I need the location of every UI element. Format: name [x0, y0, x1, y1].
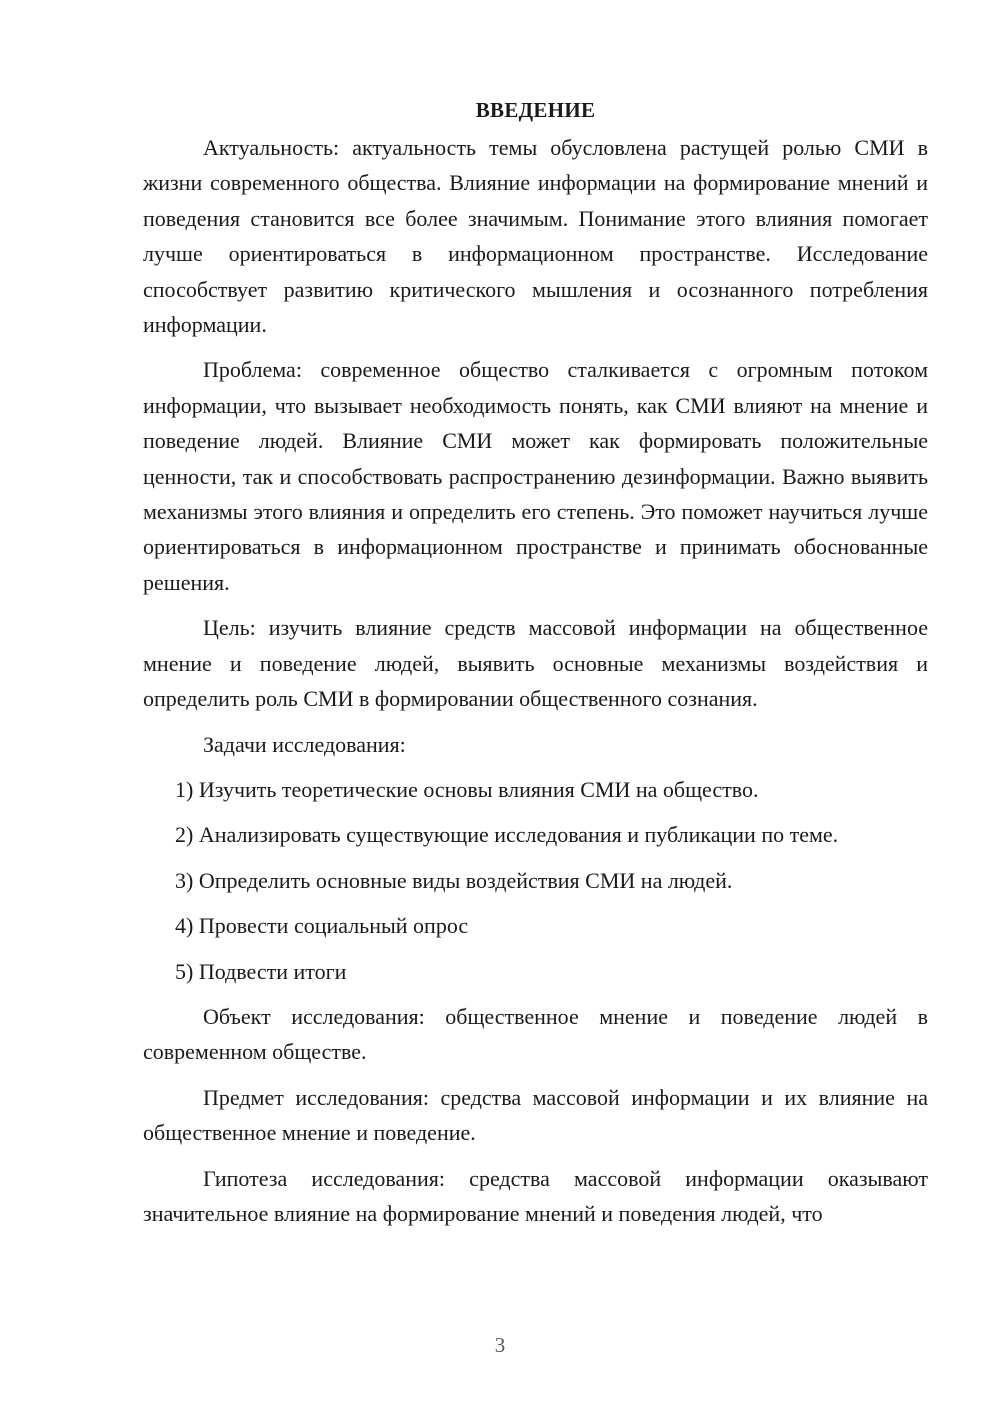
list-item: 2) Анализировать существующие исследования и публикации по теме.	[175, 822, 839, 848]
page-title: ВВЕДЕНИЕ	[475, 98, 596, 122]
list-item: 5) Подвести итоги	[175, 958, 347, 984]
paragraph-problem: Проблема: современное общество сталкивается с огромным потоком информации, что вызывает необходимость понять, как СМИ влияют на мнение и поведение людей. Влияние СМИ может как формировать положительные ценности, так и способствовать распространению дезинформации. Важно выявить механизмы этого влияния и определить его степень. Это поможет научиться лучше ориентироваться в информационном пространстве и принимать обоснованные решения.	[143, 357, 928, 595]
paragraph-relevance: Актуальность: актуальность темы обусловлена растущей ролью СМИ в жизни современного общества. Влияние информации на формирование мнений и поведения становится все более значимым. Понимание этого влияния помогает лучше ориентироваться в информационном пространстве. Исследование способствует развитию критического мышления и осознанного потребления информации.	[143, 135, 928, 338]
paragraph-goal: Цель: изучить влияние средств массовой информации на общественное мнение и поведение людей, выявить основные механизмы воздействия и определить роль СМИ в формировании общественного сознания.	[143, 615, 928, 712]
paragraph-hypothesis: Гипотеза исследования: средства массовой информации оказывают значительное влияние на формирование мнений и поведения людей, что	[143, 1165, 928, 1226]
list-item: 4) Провести социальный опрос	[175, 913, 469, 939]
document-page	[143, 92, 928, 1241]
tasks-heading: Задачи исследования:	[203, 731, 406, 757]
list-item: 1) Изучить теоретические основы влияния СМИ на общество.	[175, 776, 759, 802]
paragraph-subject: Предмет исследования: средства массовой информации и их влияние на общественное мнение и поведение.	[143, 1084, 928, 1146]
page-number: 3	[494, 1333, 506, 1357]
paragraph-object: Объект исследования: общественное мнение и поведение людей в современном обществе.	[143, 1003, 928, 1065]
list-item: 3) Определить основные виды воздействия СМИ на людей.	[175, 867, 733, 893]
task-list	[143, 772, 928, 989]
